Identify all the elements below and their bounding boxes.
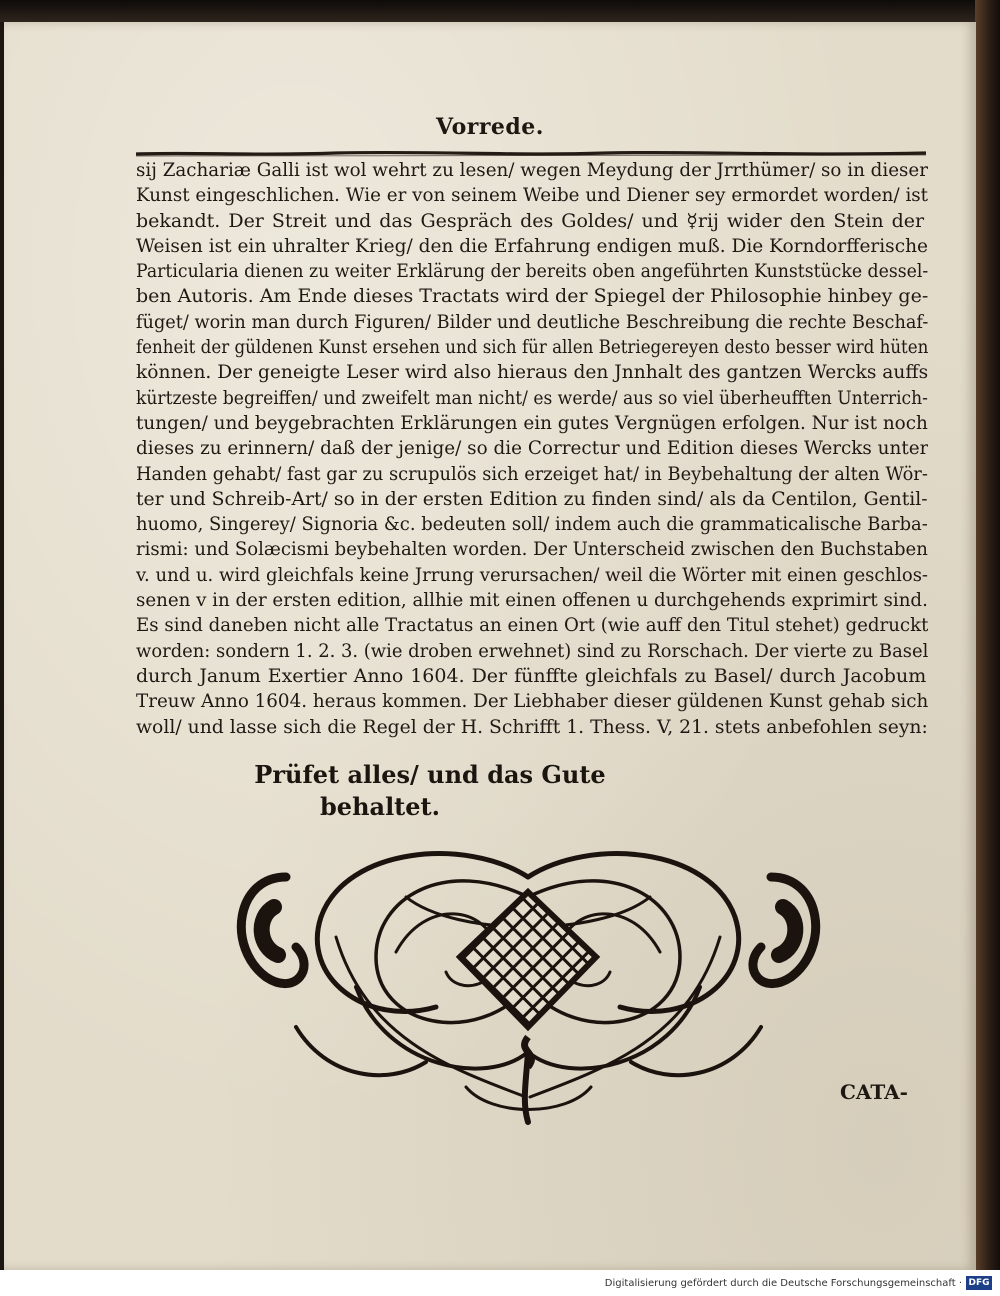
closing-verse-line-2: behaltet. <box>320 792 440 821</box>
text-line: woll/ und lasse sich die Regel der H. Schrifft 1. Thess. V, 21. stets anbefohlen seyn: <box>136 715 928 738</box>
text-line: können. Der geneigte Leser wird also hieraus den Jnnhalt des gantzen Wercks auffs <box>136 361 928 384</box>
header-rule <box>136 150 926 158</box>
text-line: Treuw Anno 1604. heraus kommen. Der Liebhaber dieser güldenen Kunst gehab sich <box>136 690 928 713</box>
text-line: dieses zu erinnern/ daß der jenige/ so die Correctur und Edition dieses Wercks unter <box>136 437 928 460</box>
text-line: fenheit der güldenen Kunst ersehen und sich für allen Betriegereyen desto besser wird hüten <box>136 336 928 359</box>
running-header: Vorrede. <box>436 114 544 140</box>
text-line: huomo, Singerey/ Signoria &c. bedeuten soll/ indem auch die grammaticalische Barba- <box>136 513 928 536</box>
text-line: v. und u. wird gleichfals keine Jrrung verursachen/ weil die Wörter mit einen geschlos- <box>136 563 928 586</box>
text-line: füget/ worin man durch Figuren/ Bilder und deutliche Beschreibung die rechte Beschaf- <box>136 310 928 333</box>
catchword: CATA- <box>840 1080 908 1104</box>
text-line: Kunst eingeschlichen. Wie er von seinem Weibe und Diener sey ermordet worden/ ist <box>136 184 928 207</box>
scan-book-edge <box>975 0 1000 1270</box>
text-line: ter und Schreib-Art/ so in der ersten Edition zu finden sind/ als da Centilon, Gentil- <box>136 487 928 510</box>
calligraphic-ornament <box>226 837 831 1127</box>
dfg-logo: DFG <box>966 1276 992 1290</box>
scan-top-edge <box>0 0 1000 22</box>
text-line: Weisen ist ein uhralter Krieg/ den die Erfahrung endigen muß. Die Korndorfferische <box>136 234 928 257</box>
text-line: Particularia dienen zu weiter Erklärung der bereits oben angeführten Kunststücke dessel- <box>136 260 928 283</box>
text-line: senen v in der ersten edition, allhie mit einen offenen u durchgehends exprimirt sind. <box>136 589 928 612</box>
text-line: Es sind daneben nicht alle Tractatus an einen Ort (wie auff den Titul stehet) gedruckt <box>136 614 928 637</box>
funding-credit: Digitalisierung gefördert durch die Deutsche Forschungsgemeinschaft · <box>604 1278 962 1289</box>
text-line: rismi: und Solæcismi beybehalten worden. Der Unterscheid zwischen den Buchstaben <box>136 538 928 561</box>
text-line: sij Zachariæ Galli ist wol wehrt zu lesen/ wegen Meydung der Jrrthümer/ so in dieser <box>136 159 928 181</box>
text-line: ben Autoris. Am Ende dieses Tractats wird der Spiegel der Philosophie hinbey ge- <box>136 285 928 308</box>
book-page <box>4 22 976 1270</box>
text-line: worden: sondern 1. 2. 3. (wie droben erwehnet) sind zu Rorschach. Der vierte zu Basel <box>136 639 928 662</box>
body-text <box>136 158 928 740</box>
closing-verse-line-1: Prüfet alles/ und das Gute <box>254 760 606 789</box>
text-line: Handen gehabt/ fast gar zu scrupulös sich erzeiget hat/ in Beybehaltung der alten Wör- <box>136 462 928 485</box>
text-line: bekandt. Der Streit und das Gespräch des Goldes/ und ☿rij wider den Stein der <box>136 209 925 232</box>
text-line: durch Janum Exertier Anno 1604. Der fünffte gleichfals zu Basel/ durch Jacobum <box>136 664 927 687</box>
text-line: kürtzeste begreiffen/ und zweifelt man nicht/ es werde/ aus so viel überheufften Unterrich- <box>136 386 928 409</box>
footer-bar <box>0 1270 1000 1296</box>
text-line: tungen/ und beygebrachten Erklärungen ein gutes Vergnügen erfolgen. Nur ist noch <box>136 411 928 434</box>
